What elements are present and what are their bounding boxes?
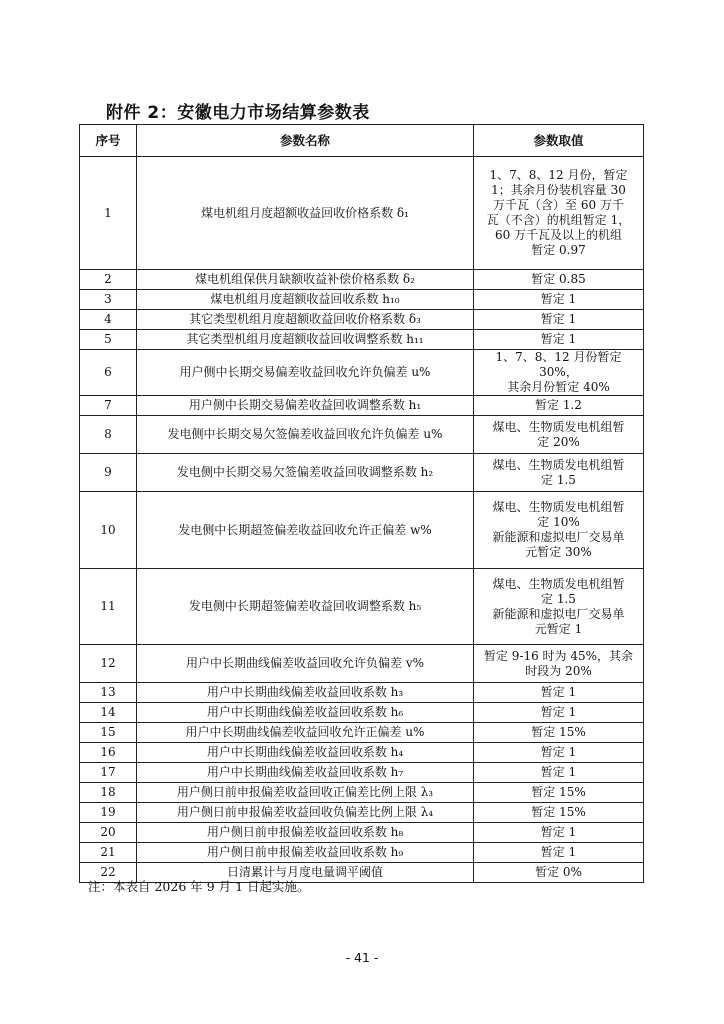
row-seq: 20 <box>80 823 137 843</box>
row-param-value: 暂定 1 <box>474 310 644 330</box>
header-value: 参数取值 <box>474 125 644 157</box>
row-seq: 16 <box>80 743 137 763</box>
row-param-name: 发电侧中长期交易欠签偏差收益回收允许负偏差 u% <box>137 416 474 454</box>
row-seq: 9 <box>80 454 137 492</box>
row-param-name: 用户中长期曲线偏差收益回收允许负偏差 v% <box>137 645 474 683</box>
row-param-name: 用户中长期曲线偏差收益回收允许正偏差 u% <box>137 723 474 743</box>
row-param-value: 暂定 0% <box>474 863 644 883</box>
row-seq: 13 <box>80 683 137 703</box>
table-header-row <box>80 125 644 157</box>
table-row <box>80 330 644 350</box>
row-seq: 3 <box>80 290 137 310</box>
row-param-name: 其它类型机组月度超额收益回收调整系数 h₁₁ <box>137 330 474 350</box>
row-seq: 6 <box>80 350 137 396</box>
row-param-name: 用户侧日前申报偏差收益回收负偏差比例上限 λ₄ <box>137 803 474 823</box>
table-row <box>80 310 644 330</box>
row-param-value: 暂定 15% <box>474 723 644 743</box>
row-seq: 19 <box>80 803 137 823</box>
row-param-value: 暂定 0.85 <box>474 270 644 290</box>
table-row <box>80 350 644 396</box>
row-param-value: 煤电、生物质发电机组暂 定 20% <box>474 416 644 454</box>
row-param-name: 用户中长期曲线偏差收益回收系数 h₄ <box>137 743 474 763</box>
row-param-value: 暂定 1 <box>474 823 644 843</box>
table-row <box>80 703 644 723</box>
table-row <box>80 683 644 703</box>
row-param-value: 煤电、生物质发电机组暂 定 1.5 新能源和虚拟电厂交易单 元暂定 1 <box>474 569 644 645</box>
row-param-name: 用户侧日前申报偏差收益回收正偏差比例上限 λ₃ <box>137 783 474 803</box>
row-param-name: 用户中长期曲线偏差收益回收系数 h₇ <box>137 763 474 783</box>
row-param-value: 暂定 1 <box>474 330 644 350</box>
row-param-value: 1、7、8、12 月份暂定 30%， 其余月份暂定 40% <box>474 350 644 396</box>
row-param-name: 其它类型机组月度超额收益回收价格系数 δ₃ <box>137 310 474 330</box>
document-title: 附件 2：安徽电力市场结算参数表 <box>106 103 370 123</box>
row-seq: 8 <box>80 416 137 454</box>
table-row <box>80 723 644 743</box>
row-param-name: 用户侧中长期交易偏差收益回收允许负偏差 u% <box>137 350 474 396</box>
row-seq: 11 <box>80 569 137 645</box>
row-param-value: 暂定 1 <box>474 290 644 310</box>
row-param-value: 暂定 1 <box>474 843 644 863</box>
row-param-name: 用户中长期曲线偏差收益回收系数 h₃ <box>137 683 474 703</box>
row-seq: 22 <box>80 863 137 883</box>
table-row <box>80 645 644 683</box>
table-row <box>80 290 644 310</box>
row-param-value: 煤电、生物质发电机组暂 定 10% 新能源和虚拟电厂交易单 元暂定 30% <box>474 492 644 569</box>
row-seq: 15 <box>80 723 137 743</box>
row-param-name: 煤电机组月度超额收益回收价格系数 δ₁ <box>137 157 474 270</box>
row-seq: 1 <box>80 157 137 270</box>
header-name: 参数名称 <box>137 125 474 157</box>
row-param-name: 煤电机组保供月缺额收益补偿价格系数 δ₂ <box>137 270 474 290</box>
row-param-value: 暂定 15% <box>474 783 644 803</box>
row-param-name: 用户侧中长期交易偏差收益回收调整系数 h₁ <box>137 396 474 416</box>
table-row <box>80 454 644 492</box>
row-param-value: 煤电、生物质发电机组暂 定 1.5 <box>474 454 644 492</box>
table-row <box>80 763 644 783</box>
row-param-value: 暂定 9-16 时为 45%，其余 时段为 20% <box>474 645 644 683</box>
row-seq: 10 <box>80 492 137 569</box>
row-param-value: 暂定 1 <box>474 683 644 703</box>
row-param-name: 发电侧中长期交易欠签偏差收益回收调整系数 h₂ <box>137 454 474 492</box>
row-seq: 14 <box>80 703 137 723</box>
table-row <box>80 803 644 823</box>
table-row <box>80 416 644 454</box>
row-seq: 18 <box>80 783 137 803</box>
row-param-value: 暂定 1.2 <box>474 396 644 416</box>
row-seq: 12 <box>80 645 137 683</box>
row-param-name: 发电侧中长期超签偏差收益回收调整系数 h₅ <box>137 569 474 645</box>
page-number: - 41 - <box>345 950 379 965</box>
row-param-value: 暂定 1 <box>474 743 644 763</box>
table-row <box>80 270 644 290</box>
table-row <box>80 823 644 843</box>
table-row <box>80 569 644 645</box>
footnote: 注：本表自 2026 年 9 月 1 日起实施。 <box>88 879 310 894</box>
row-param-value: 暂定 1 <box>474 703 644 723</box>
row-param-value: 暂定 1 <box>474 763 644 783</box>
row-param-name: 发电侧中长期超签偏差收益回收允许正偏差 w% <box>137 492 474 569</box>
row-param-value: 1、7、8、12 月份，暂定 1；其余月份装机容量 30 万千瓦（含）至 60 万千 瓦（不含）的机组暂定 1， 60 万千瓦及以上的机组 暂定 0.97 <box>474 157 644 270</box>
row-param-name: 用户中长期曲线偏差收益回收系数 h₆ <box>137 703 474 723</box>
row-param-name: 用户侧日前申报偏差收益回收系数 h₉ <box>137 843 474 863</box>
table-row <box>80 743 644 763</box>
settlement-parameter-table <box>79 124 644 883</box>
table-row <box>80 492 644 569</box>
row-seq: 5 <box>80 330 137 350</box>
table-row <box>80 783 644 803</box>
row-seq: 2 <box>80 270 137 290</box>
row-param-value: 暂定 15% <box>474 803 644 823</box>
header-seq: 序号 <box>80 125 137 157</box>
row-seq: 7 <box>80 396 137 416</box>
row-seq: 4 <box>80 310 137 330</box>
row-seq: 21 <box>80 843 137 863</box>
row-param-name: 煤电机组月度超额收益回收系数 h₁₀ <box>137 290 474 310</box>
table-row <box>80 157 644 270</box>
row-param-name: 日清累计与月度电量调平阈值 <box>137 863 474 883</box>
table-row <box>80 843 644 863</box>
row-seq: 17 <box>80 763 137 783</box>
table-row <box>80 396 644 416</box>
row-param-name: 用户侧日前申报偏差收益回收系数 h₈ <box>137 823 474 843</box>
